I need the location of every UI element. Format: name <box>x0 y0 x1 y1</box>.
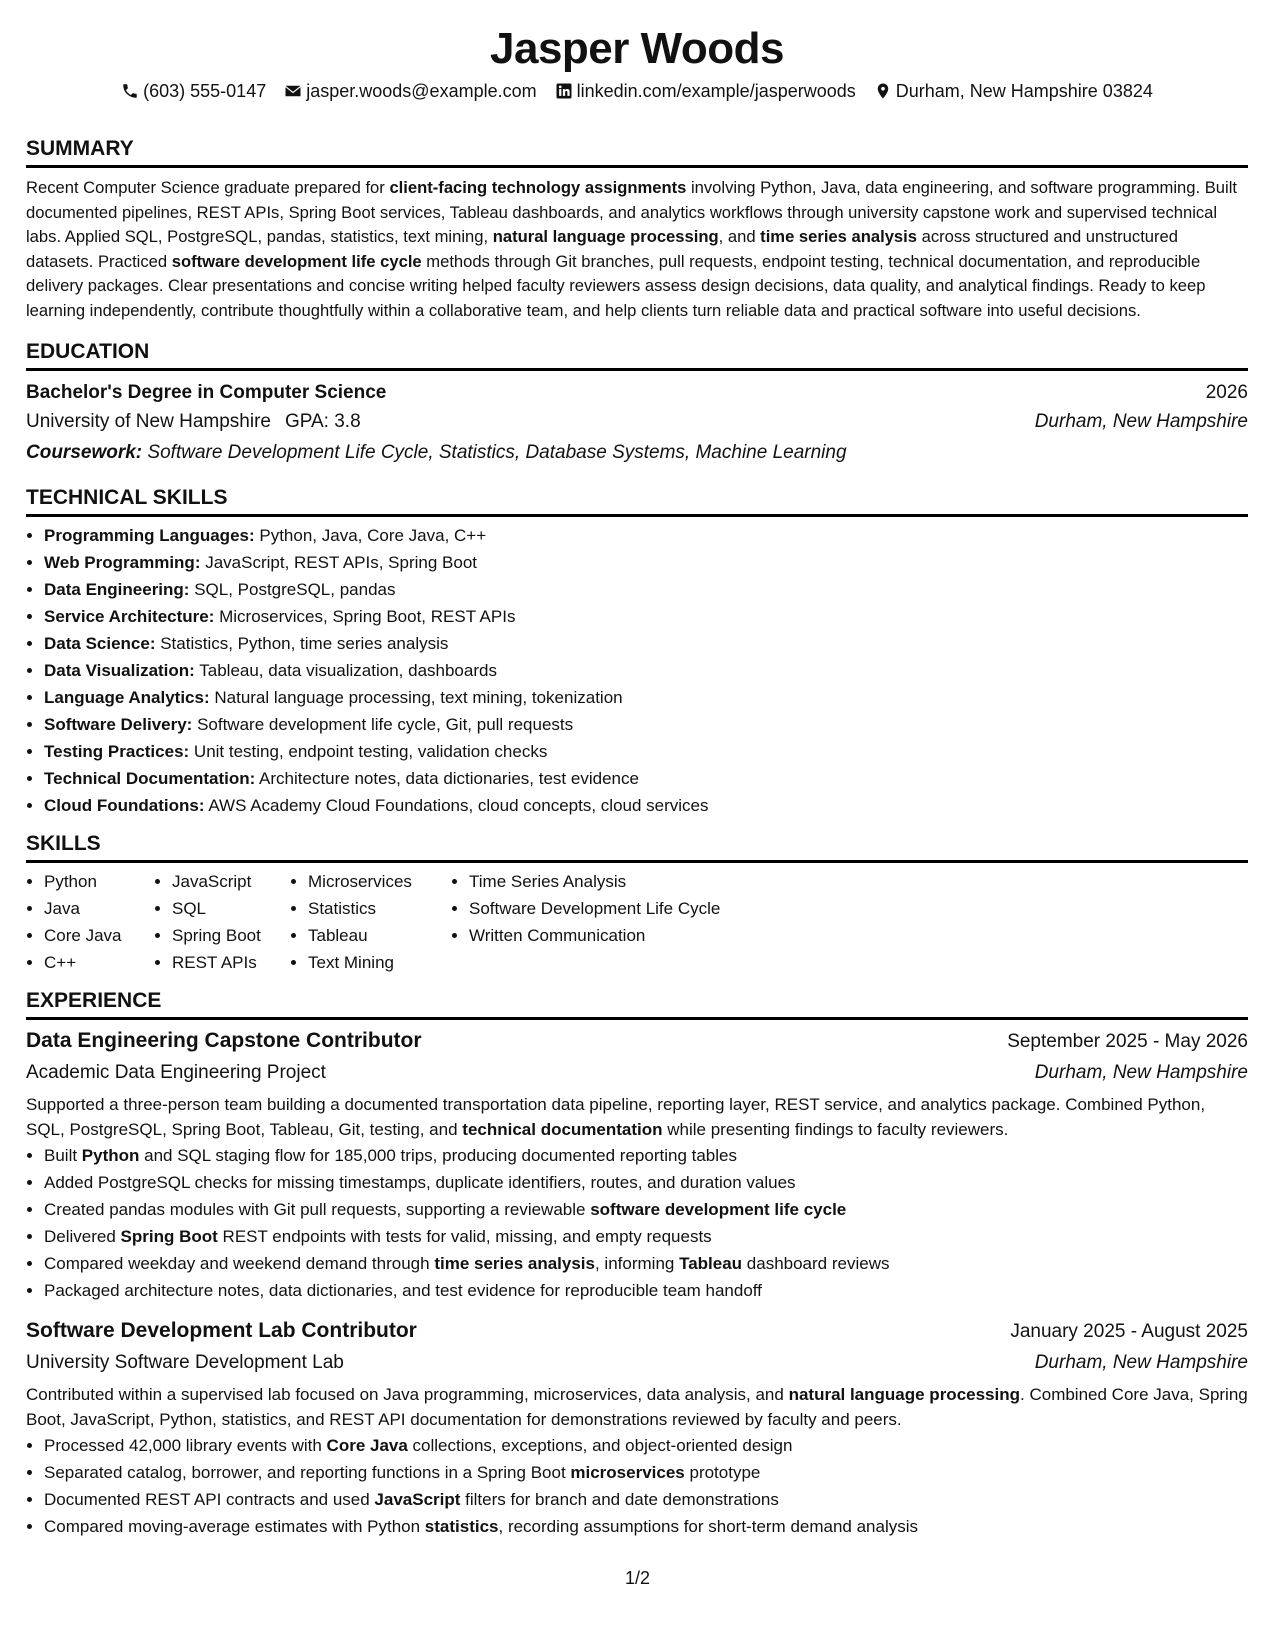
contact-phone <box>121 78 266 104</box>
job-dates: January 2025 - August 2025 <box>1010 1321 1248 1342</box>
job-bullets <box>26 1142 1248 1304</box>
text-run: dashboard reviews <box>742 1254 890 1273</box>
skill-item: • Java <box>44 895 154 922</box>
contact-linkedin-text[interactable]: linkedin.com/example/jasperwoods <box>576 81 856 101</box>
emphasized-text: time series analysis <box>760 227 917 246</box>
text-run: Documented REST API contracts and used <box>44 1490 375 1509</box>
text-run: , recording assumptions for short-term demand analysis <box>498 1517 919 1536</box>
skill-item: • Statistics <box>308 895 451 922</box>
skills-section <box>26 831 1248 976</box>
job-entry <box>26 1020 1248 1304</box>
skill-category-label: Cloud Foundations: <box>44 796 205 815</box>
skill-category-values: Statistics, Python, time series analysis <box>155 634 449 653</box>
skill-item: • Core Java <box>44 922 154 949</box>
skill-category-label: Data Science: <box>44 634 156 653</box>
coursework-label: Coursework: <box>26 442 143 463</box>
skill-category-values: Natural language processing, text mining, tokenization <box>209 688 623 707</box>
education-section <box>26 339 1248 469</box>
text-run: Recent Computer Science graduate prepared for <box>26 178 390 197</box>
section-title-experience: EXPERIENCE <box>26 988 1248 1020</box>
job-organization: University Software Development Lab <box>26 1352 344 1373</box>
education-row-2 <box>26 407 1248 437</box>
contact-email-text[interactable]: jasper.woods@example.com <box>306 81 537 101</box>
technical-skill-item <box>44 738 1248 765</box>
job-title: Software Development Lab Contributor <box>26 1319 417 1342</box>
skills-column <box>290 868 451 976</box>
technical-skill-item <box>44 549 1248 576</box>
skill-category-label: Language Analytics: <box>44 688 210 707</box>
text-run: Processed 42,000 library events with <box>44 1436 327 1455</box>
skill-category-values: Software development life cycle, Git, pull requests <box>192 715 574 734</box>
skill-item: • Software Development Life Cycle <box>469 895 789 922</box>
text-run: across structured and unstructured datasets. Practiced <box>26 227 1179 271</box>
skills-grid <box>26 868 1248 976</box>
skills-column <box>154 868 290 976</box>
text-run: prototype <box>684 1463 761 1482</box>
envelope-icon <box>284 82 302 100</box>
text-run: Built <box>44 1146 82 1165</box>
skill-category-label: Data Engineering: <box>44 580 190 599</box>
text-run: filters for branch and date demonstrations <box>460 1490 779 1509</box>
skill-category-values: SQL, PostgreSQL, pandas <box>189 580 396 599</box>
job-bullets <box>26 1432 1248 1540</box>
graduation-year: 2026 <box>1205 382 1248 403</box>
job-dates: September 2025 - May 2026 <box>1007 1031 1248 1052</box>
text-run: while presenting findings to faculty reviewers. <box>662 1119 1009 1139</box>
jobs-list <box>26 1020 1248 1540</box>
job-bullet <box>44 1277 1248 1304</box>
summary-paragraph <box>26 176 1248 323</box>
skills-column <box>451 868 789 976</box>
technical-skill-item <box>44 792 1248 819</box>
candidate-name: Jasper Woods <box>490 24 784 73</box>
skill-category-label: Service Architecture: <box>44 607 215 626</box>
text-run: Supported a three-person team building a documented transportation data pipeline, reporting layer, REST service, and analytics package. Combined Python, SQL, PostgreSQL, Spring Boot, Tableau, Git, testing, and <box>26 1095 1206 1139</box>
school-name: University of New Hampshire <box>26 411 271 432</box>
technical-skills-section <box>26 485 1248 819</box>
job-organization: Academic Data Engineering Project <box>26 1062 326 1083</box>
gpa: GPA: 3.8 <box>284 411 361 432</box>
job-location: Durham, New Hampshire <box>1034 1062 1248 1083</box>
skill-category-label: Testing Practices: <box>44 742 190 761</box>
emphasized-text: technical documentation <box>462 1119 663 1139</box>
text-run: Added PostgreSQL checks for missing timestamps, duplicate identifiers, routes, and duration values <box>44 1173 796 1192</box>
technical-skill-item <box>44 684 1248 711</box>
job-bullet <box>44 1513 1248 1540</box>
job-title: Data Engineering Capstone Contributor <box>26 1029 422 1052</box>
technical-skill-item <box>44 576 1248 603</box>
emphasized-text: Core Java <box>326 1436 408 1455</box>
text-run: and SQL staging flow for 185,000 trips, producing documented reporting tables <box>139 1146 737 1165</box>
skill-item: • Written Communication <box>469 922 789 949</box>
map-pin-icon <box>874 82 892 100</box>
skill-item: • Time Series Analysis <box>469 868 789 895</box>
job-bullet <box>44 1142 1248 1169</box>
degree: Bachelor's Degree in Computer Science <box>26 382 387 403</box>
resume-page <box>26 0 1248 1540</box>
job-bullet <box>44 1196 1248 1223</box>
job-header-row <box>26 1020 1248 1057</box>
page-number: 1/2 <box>624 1568 651 1588</box>
experience-section <box>26 988 1248 1540</box>
school <box>26 407 361 437</box>
skill-item: • Tableau <box>308 922 451 949</box>
skill-category-values: Architecture notes, data dictionaries, test evidence <box>255 769 639 788</box>
technical-skill-item <box>44 711 1248 738</box>
job-location: Durham, New Hampshire <box>1034 1352 1248 1373</box>
skill-category-label: Data Visualization: <box>44 661 195 680</box>
job-bullet <box>44 1432 1248 1459</box>
coursework <box>26 437 1248 469</box>
technical-skill-item <box>44 603 1248 630</box>
technical-skill-item <box>44 765 1248 792</box>
coursework-list: Software Development Life Cycle, Statistics, Database Systems, Machine Learning <box>142 442 847 463</box>
emphasized-text: client-facing technology assignments <box>389 178 687 197</box>
skill-category-label: Technical Documentation: <box>44 769 256 788</box>
section-title-technical-skills: TECHNICAL SKILLS <box>26 485 1248 517</box>
skill-category-values: Unit testing, endpoint testing, validation checks <box>189 742 548 761</box>
contact-location <box>874 78 1153 104</box>
emphasized-text: microservices <box>570 1463 685 1482</box>
job-bullet <box>44 1250 1248 1277</box>
job-org-row <box>26 1347 1248 1379</box>
job-bullet <box>44 1459 1248 1486</box>
skills-column <box>26 868 154 976</box>
emphasized-text: Spring Boot <box>120 1227 218 1246</box>
text-run: Compared weekday and weekend demand through <box>44 1254 435 1273</box>
skill-category-values: Tableau, data visualization, dashboards <box>194 661 497 680</box>
skill-category-label: Web Programming: <box>44 553 201 572</box>
section-title-summary: SUMMARY <box>26 136 1248 168</box>
skill-category-label: Programming Languages: <box>44 526 255 545</box>
contact-email[interactable] <box>284 78 536 104</box>
section-title-education: EDUCATION <box>26 339 1248 371</box>
skill-category-values: Microservices, Spring Boot, REST APIs <box>214 607 516 626</box>
skill-item: • Python <box>44 868 154 895</box>
job-org-row <box>26 1057 1248 1089</box>
technical-skills-list <box>26 522 1248 819</box>
skill-item: • SQL <box>172 895 290 922</box>
emphasized-text: Python <box>81 1146 140 1165</box>
job-bullet <box>44 1486 1248 1513</box>
emphasized-text: natural language processing <box>788 1385 1021 1404</box>
school-location: Durham, New Hampshire <box>1034 411 1248 432</box>
text-run: Compared moving-average estimates with Python <box>44 1517 425 1536</box>
technical-skill-item <box>44 657 1248 684</box>
technical-skill-item <box>44 522 1248 549</box>
text-run: collections, exceptions, and object-oriented design <box>407 1436 793 1455</box>
job-entry <box>26 1310 1248 1540</box>
job-description <box>26 1093 1248 1142</box>
education-row-1 <box>26 371 1248 407</box>
job-bullet <box>44 1223 1248 1250</box>
skill-item: • Text Mining <box>308 949 451 976</box>
contact-bar <box>26 78 1248 104</box>
text-run: Packaged architecture notes, data dictionaries, and test evidence for reproducible team handoff <box>44 1281 762 1300</box>
text-run: Contributed within a supervised lab focused on Java programming, microservices, data analysis, and <box>26 1385 789 1404</box>
job-bullet <box>44 1169 1248 1196</box>
linkedin-icon <box>555 82 573 100</box>
text-run: . Combined Core Java, Spring Boot, JavaScript, Python, statistics, and REST API documentation for demonstrations reviewed by faculty and peers. <box>26 1385 1248 1429</box>
text-run: , and <box>718 227 761 246</box>
text-run: Separated catalog, borrower, and reporting functions in a Spring Boot <box>44 1463 571 1482</box>
text-run: Created pandas modules with Git pull requests, supporting a reviewable <box>44 1200 591 1219</box>
summary-section <box>26 136 1248 323</box>
skill-category-label: Software Delivery: <box>44 715 193 734</box>
emphasized-text: software development life cycle <box>590 1200 847 1219</box>
text-run: REST endpoints with tests for valid, missing, and empty requests <box>217 1227 712 1246</box>
text-run: Delivered <box>44 1227 121 1246</box>
skill-item: • REST APIs <box>172 949 290 976</box>
job-header-row <box>26 1310 1248 1347</box>
contact-phone-text: (603) 555-0147 <box>143 81 267 101</box>
skill-category-values: JavaScript, REST APIs, Spring Boot <box>200 553 478 572</box>
emphasized-text: natural language processing <box>492 227 719 246</box>
emphasized-text: JavaScript <box>374 1490 461 1509</box>
job-description <box>26 1383 1248 1432</box>
text-run: , informing <box>594 1254 680 1273</box>
phone-icon <box>121 82 139 100</box>
contact-location-text: Durham, New Hampshire 03824 <box>895 81 1153 101</box>
skill-category-values: Python, Java, Core Java, C++ <box>254 526 487 545</box>
emphasized-text: Tableau <box>679 1254 743 1273</box>
skill-item: • Microservices <box>308 868 451 895</box>
text-run: methods through Git branches, pull requests, endpoint testing, technical documentation, and reproducible delivery packages. Clear presentations and concise writing helped faculty reviewers assess design decisions, data quality, and analytical findings. Ready to keep learning independently, contribute thoughtfully within a collaborative team, and help clients turn reliable data and practical software into useful decisions. <box>26 251 1206 320</box>
skill-item: • Spring Boot <box>172 922 290 949</box>
emphasized-text: statistics <box>424 1517 499 1536</box>
skill-item: • C++ <box>44 949 154 976</box>
text-run: involving Python, Java, data engineering, and software programming. Built documented pipelines, REST APIs, Spring Boot services, Tableau dashboards, and analytics workflows through university capstone work and supervised technical labs. Applied SQL, PostgreSQL, pandas, statistics, text mining, <box>26 178 1238 246</box>
skill-item: • JavaScript <box>172 868 290 895</box>
emphasized-text: time series analysis <box>434 1254 595 1273</box>
section-title-skills: SKILLS <box>26 831 1248 863</box>
technical-skill-item <box>44 630 1248 657</box>
skill-category-values: AWS Academy Cloud Foundations, cloud concepts, cloud services <box>204 796 709 815</box>
emphasized-text: software development life cycle <box>171 251 422 271</box>
contact-linkedin[interactable] <box>555 78 856 104</box>
